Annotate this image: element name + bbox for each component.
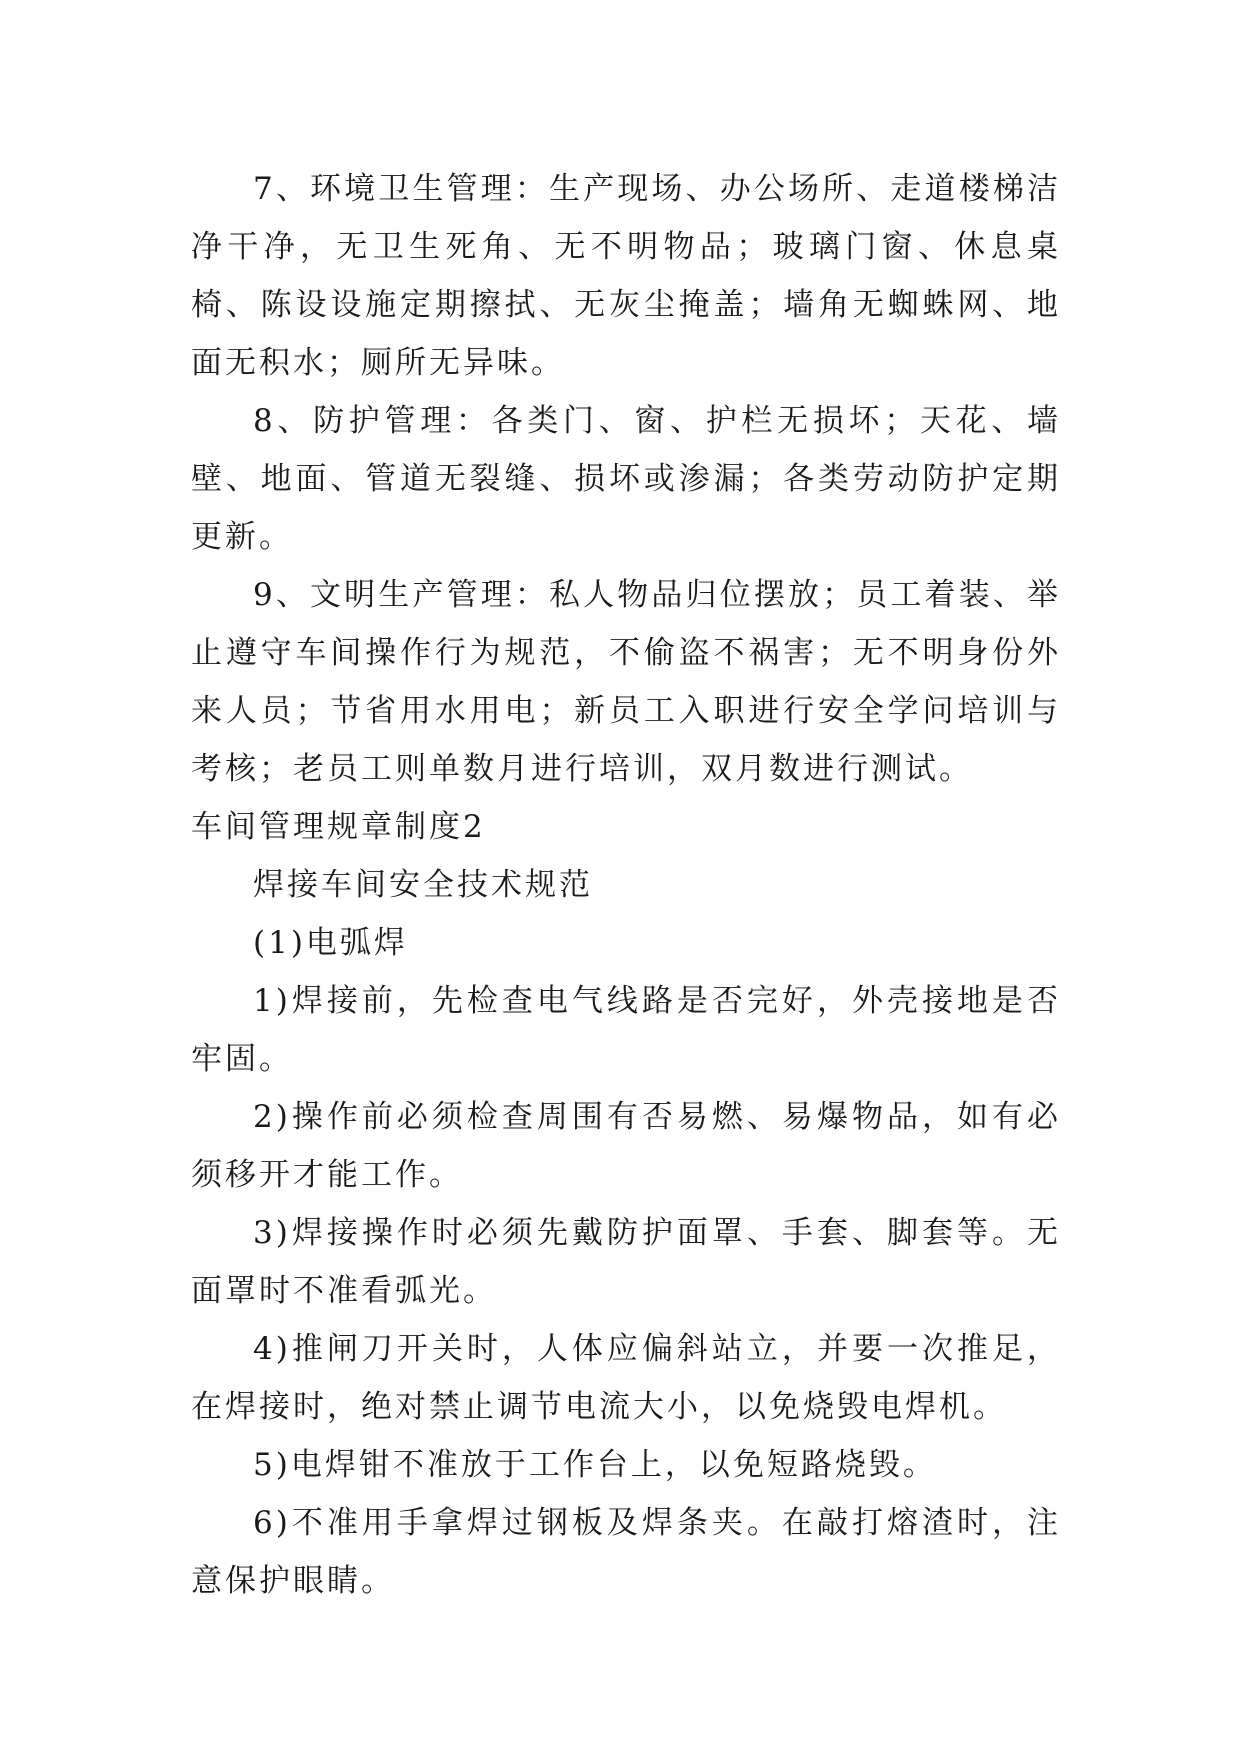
paragraph-8-protection: 8、防护管理：各类门、窗、护栏无损坏；天花、墙壁、地面、管道无裂缝、损坏或渗漏；各类劳动防护定期更新。 <box>191 403 1061 555</box>
subsection-arc-welding: (1)电弧焊 <box>253 925 408 961</box>
paragraph-9-civilized-production: 9、文明生产管理：私人物品归位摆放；员工着装、举止遵守车间操作行为规范，不偷盗不祸害；无不明身份外来人员；节省用水用电；新员工入职进行安全学问培训与考核；老员工则单数月进行培训，双月数进行测试。 <box>191 577 1061 787</box>
rule-item-3: 3)焊接操作时必须先戴防护面罩、手套、脚套等。无面罩时不准看弧光。 <box>191 1215 1061 1309</box>
paragraph-7-environment: 7、环境卫生管理：生产现场、办公场所、走道楼梯洁净干净，无卫生死角、无不明物品；玻璃门窗、休息桌椅、陈设设施定期擦拭、无灰尘掩盖；墙角无蜘蛛网、地面无积水；厕所无异味。 <box>191 171 1061 381</box>
rule-item-4: 4)推闸刀开关时，人体应偏斜站立，并要一次推足，在焊接时，绝对禁止调节电流大小，以免烧毁电焊机。 <box>191 1331 1061 1425</box>
rule-item-1: 1)焊接前，先检查电气线路是否完好，外壳接地是否牢固。 <box>191 983 1061 1077</box>
rule-item-5: 5)电焊钳不准放于工作台上，以免短路烧毁。 <box>253 1447 937 1483</box>
document-body <box>191 160 1061 1610</box>
section-heading: 车间管理规章制度2 <box>191 809 486 845</box>
rule-item-6: 6)不准用手拿焊过钢板及焊条夹。在敲打熔渣时，注意保护眼睛。 <box>191 1505 1061 1599</box>
rule-item-2: 2)操作前必须检查周围有否易燃、易爆物品，如有必须移开才能工作。 <box>191 1099 1061 1193</box>
section-subtitle: 焊接车间安全技术规范 <box>253 867 593 903</box>
